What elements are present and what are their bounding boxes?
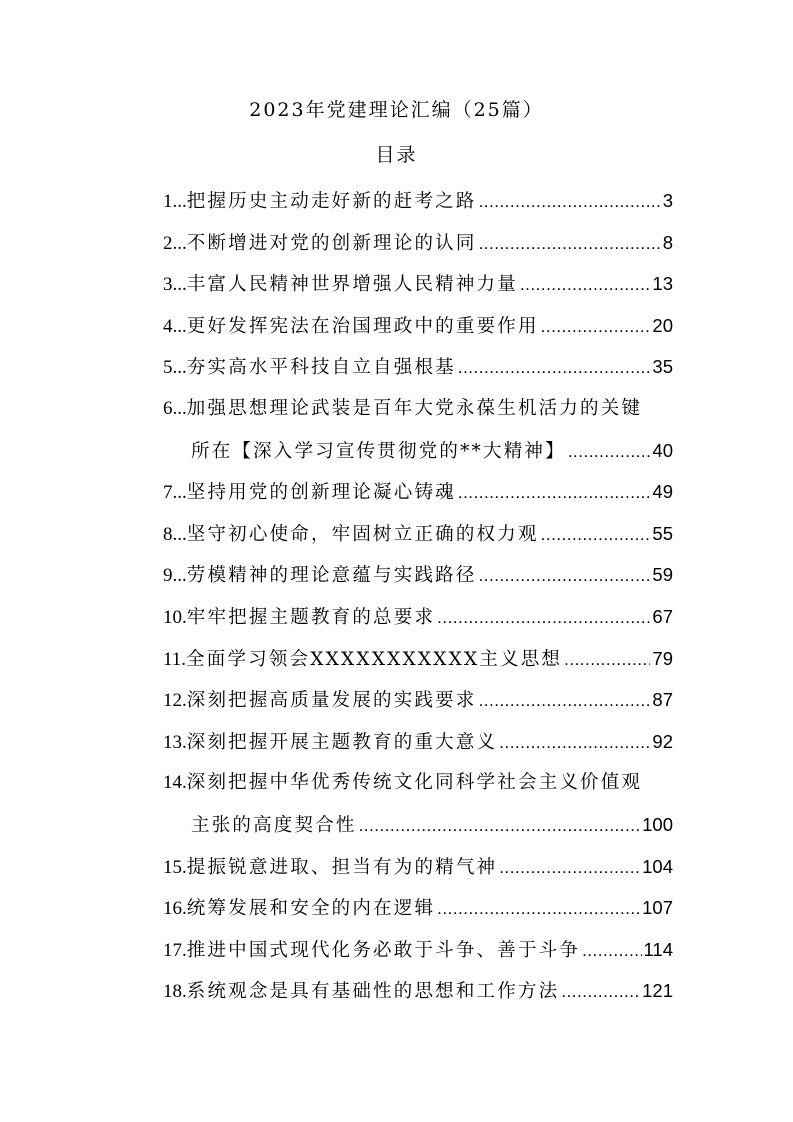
toc-entry-title: 推进中国式现代化务必敢于斗争、善于斗争 xyxy=(186,939,581,961)
toc-entry-line xyxy=(163,846,673,888)
toc-entry-line xyxy=(163,180,673,222)
toc-entry-number: 15. xyxy=(163,856,187,878)
toc-entry-number: 6... xyxy=(163,397,187,419)
toc-dot-leader xyxy=(479,223,661,265)
toc-entry-line xyxy=(163,638,673,680)
toc-entry[interactable] xyxy=(163,929,673,971)
document-title: 2023年党建理论汇编（25篇） xyxy=(249,99,544,121)
toc-page-number: 40 xyxy=(652,439,673,461)
toc-entry-continuation xyxy=(163,430,673,472)
toc-entry-line xyxy=(163,263,673,305)
toc-entry-number: 8... xyxy=(163,523,187,545)
toc-entry-number: 10. xyxy=(163,606,187,628)
toc-dot-leader xyxy=(541,514,651,556)
toc-entry[interactable] xyxy=(163,970,673,1012)
toc-page-number: 49 xyxy=(652,481,673,503)
toc-entry[interactable] xyxy=(163,388,673,471)
toc-entry-title: 劳模精神的理论意蕴与实践路径 xyxy=(186,565,477,587)
toc-entry-number: 14. xyxy=(163,772,187,794)
toc-entry-title: 主张的高度契合性 xyxy=(191,814,357,836)
toc-entry-line xyxy=(163,222,673,264)
toc-entry-title: 把握历史主动走好新的赶考之路 xyxy=(186,191,477,212)
toc-entry-number: 18. xyxy=(163,981,187,1003)
toc-page-number: 59 xyxy=(652,564,673,586)
toc-entry-number: 7... xyxy=(163,482,187,504)
toc-dot-leader xyxy=(499,722,650,764)
toc-page-number: 104 xyxy=(642,855,673,877)
toc-entry-number: 12. xyxy=(163,690,187,712)
toc-entry-line xyxy=(163,721,673,763)
toc-entry-title: 坚持用党的创新理论凝心铸魂 xyxy=(186,482,456,504)
toc-entry-line xyxy=(163,887,673,929)
toc-entry-number: 16. xyxy=(163,898,187,920)
toc-entry[interactable] xyxy=(163,471,673,513)
toc-entry-line xyxy=(163,679,673,721)
toc-entry-line xyxy=(163,513,673,555)
toc-dot-leader xyxy=(458,347,651,389)
toc-page-number: 3 xyxy=(662,190,673,211)
toc-entry-title: 更好发挥宪法在治国理政中的重要作用 xyxy=(186,315,539,337)
toc-entry-title: 夯实高水平科技自立自强根基 xyxy=(186,357,456,379)
toc-page-number: 20 xyxy=(652,314,673,336)
toc-entry-title: 坚守初心使命，牢固树立正确的权力观 xyxy=(186,523,539,545)
toc-page-number: 35 xyxy=(652,356,673,378)
toc-entry[interactable] xyxy=(163,346,673,388)
toc-entry-title: 加强思想理论武装是百年大党永葆生机活力的关键 xyxy=(186,397,643,419)
toc-entry-line xyxy=(163,388,673,430)
toc-entry-line xyxy=(163,970,673,1012)
toc-entry[interactable] xyxy=(163,679,673,721)
toc-page-number: 114 xyxy=(643,938,673,960)
toc-entry[interactable] xyxy=(163,263,673,305)
toc-entry-line xyxy=(163,471,673,513)
toc-entry-title: 丰富人民精神世界增强人民精神力量 xyxy=(186,274,518,296)
toc-page-number: 8 xyxy=(662,231,673,253)
table-of-contents xyxy=(163,180,673,1012)
toc-entry-number: 17. xyxy=(163,939,187,961)
toc-dot-leader xyxy=(437,888,640,930)
toc-entry[interactable] xyxy=(163,846,673,888)
toc-dot-leader xyxy=(561,971,640,1013)
toc-page-number: 92 xyxy=(652,730,673,752)
toc-dot-leader xyxy=(564,639,650,681)
toc-page-number: 100 xyxy=(642,813,673,835)
toc-entry-number: 1... xyxy=(163,191,187,212)
toc-dot-leader xyxy=(479,555,651,597)
toc-entry-line xyxy=(163,346,673,388)
toc-page-number: 121 xyxy=(642,980,673,1002)
toc-entry-number: 4... xyxy=(163,315,187,337)
toc-dot-leader xyxy=(568,431,651,473)
toc-entry[interactable] xyxy=(163,554,673,596)
toc-entry-title: 不断增进对党的创新理论的认同 xyxy=(186,232,477,254)
toc-entry-line xyxy=(163,554,673,596)
toc-dot-leader xyxy=(479,680,651,722)
toc-entry-title: 深刻把握中华优秀传统文化同科学社会主义价值观 xyxy=(186,772,643,794)
toc-entry[interactable] xyxy=(163,638,673,680)
toc-entry-number: 2... xyxy=(163,232,187,254)
toc-dot-leader xyxy=(541,306,651,348)
toc-page-number: 67 xyxy=(652,605,673,627)
toc-entry[interactable] xyxy=(163,513,673,555)
toc-entry-number: 11. xyxy=(163,648,187,670)
toc-page-number: 87 xyxy=(652,689,673,711)
toc-entry-title: 深刻把握开展主题教育的重大意义 xyxy=(186,731,498,753)
toc-entry[interactable] xyxy=(163,596,673,638)
toc-entry-line xyxy=(163,596,673,638)
toc-entry[interactable] xyxy=(163,222,673,264)
toc-page-number: 55 xyxy=(652,522,673,544)
toc-dot-leader xyxy=(499,847,640,889)
toc-entry-line xyxy=(163,305,673,347)
toc-entry[interactable] xyxy=(163,762,673,845)
toc-entry-title: 所在【深入学习宣传贯彻党的**大精神】 xyxy=(191,440,566,462)
toc-entry-number: 5... xyxy=(163,357,187,379)
toc-entry-title: 牢牢把握主题教育的总要求 xyxy=(186,606,436,628)
toc-page-number: 13 xyxy=(652,273,673,295)
toc-entry-title: 全面学习领会XXXXXXXXXXX主义思想 xyxy=(186,648,563,670)
toc-entry[interactable] xyxy=(163,305,673,347)
toc-page-number: 79 xyxy=(652,647,673,669)
toc-entry-continuation xyxy=(163,804,673,846)
toc-entry-number: 9... xyxy=(163,565,187,587)
toc-entry-title: 提振锐意进取、担当有为的精气神 xyxy=(186,856,498,878)
toc-dot-leader xyxy=(458,472,651,514)
toc-page-number: 107 xyxy=(642,897,673,919)
toc-entry-line xyxy=(163,929,673,971)
toc-entry-title: 系统观念是具有基础性的思想和工作方法 xyxy=(186,981,560,1003)
toc-dot-leader xyxy=(520,264,650,306)
toc-entry[interactable] xyxy=(163,180,673,222)
toc-dot-leader xyxy=(437,597,650,639)
toc-heading: 目录 xyxy=(375,144,418,166)
toc-entry-number: 3... xyxy=(163,274,187,296)
toc-entry-number: 13. xyxy=(163,731,187,753)
toc-entry[interactable] xyxy=(163,721,673,763)
toc-entry-title: 深刻把握高质量发展的实践要求 xyxy=(186,690,477,712)
toc-entry-title: 统筹发展和安全的内在逻辑 xyxy=(186,898,436,920)
toc-entry[interactable] xyxy=(163,887,673,929)
toc-dot-leader xyxy=(359,805,641,847)
toc-entry-line xyxy=(163,762,673,804)
toc-dot-leader xyxy=(479,181,661,223)
toc-dot-leader xyxy=(582,930,641,972)
